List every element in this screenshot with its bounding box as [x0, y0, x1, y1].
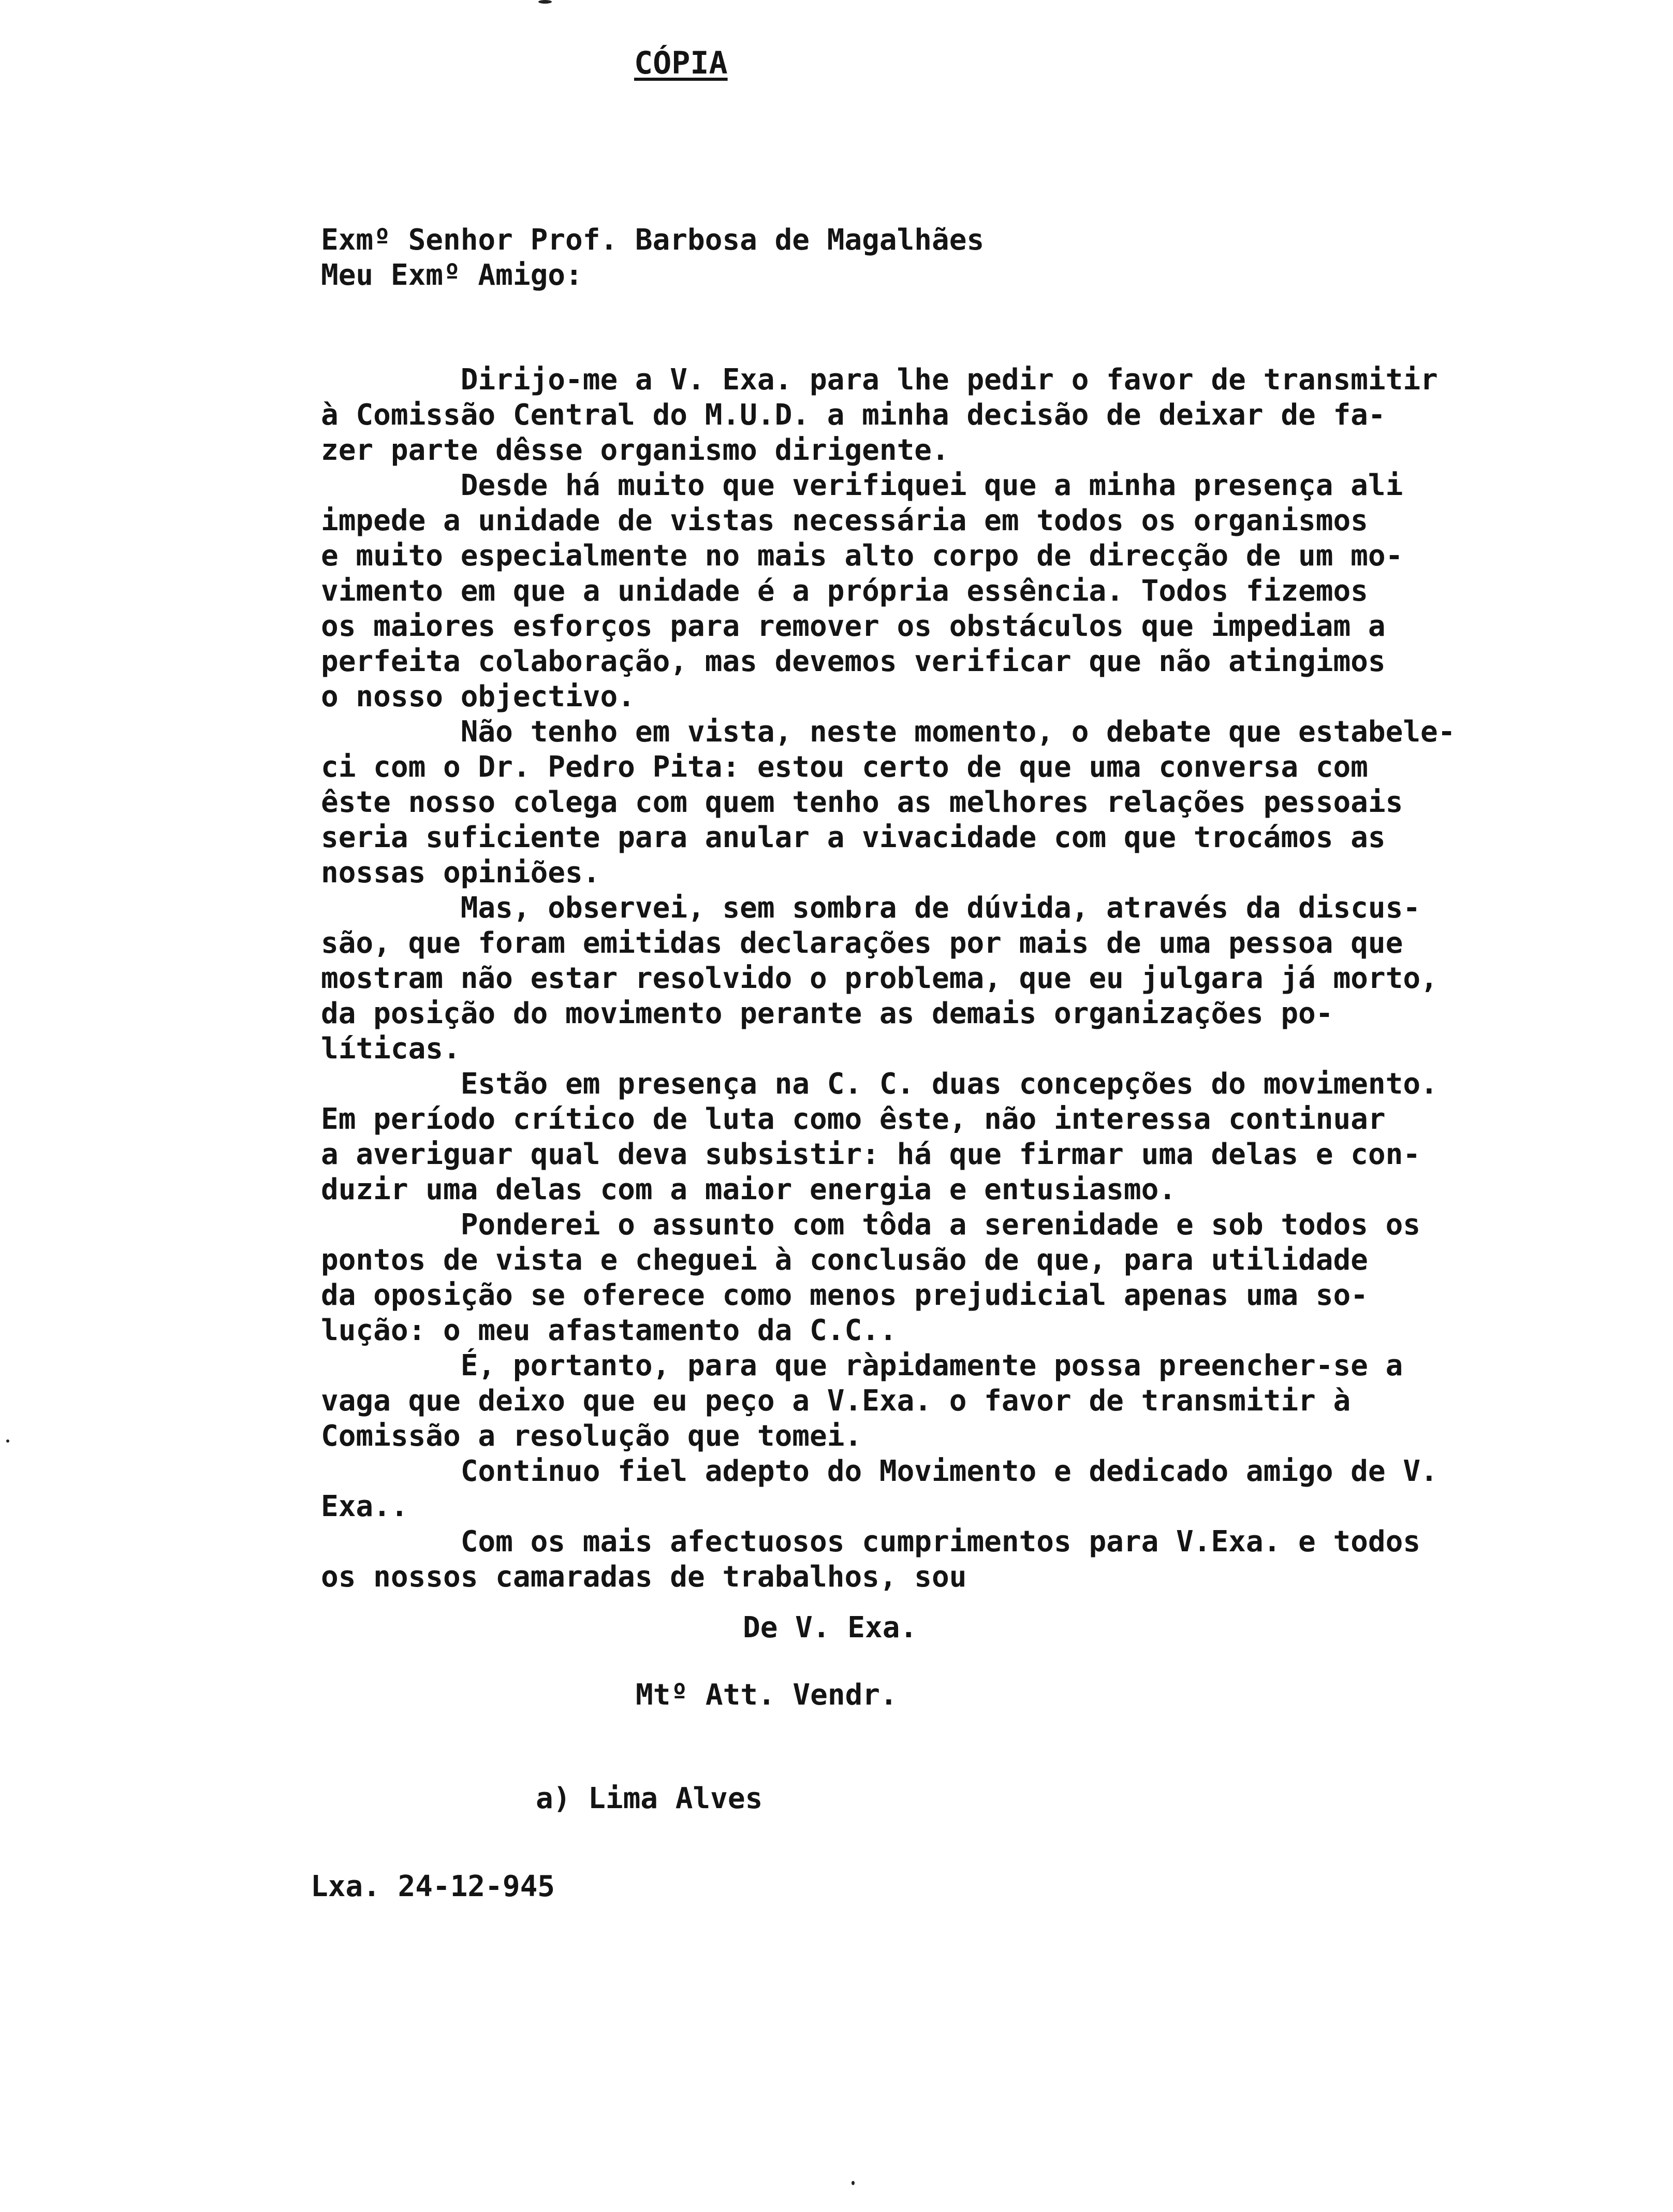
body-line: Ponderei o assunto com tôda a serenidade e sob todos os: [321, 1208, 1421, 1242]
body-line: da oposição se oferece como menos prejudicial apenas uma so-: [321, 1278, 1368, 1312]
body-line: são, que foram emitidas declarações por mais de uma pessoa que: [321, 926, 1403, 960]
body-line: à Comissão Central do M.U.D. a minha decisão de deixar de fa-: [321, 398, 1386, 432]
body-line: ci com o Dr. Pedro Pita: estou certo de que uma conversa com: [321, 750, 1368, 784]
closing-line-2: Mtº Att. Vendr.: [636, 1678, 898, 1712]
body-line: Estão em presença na C. C. duas concepções do movimento.: [321, 1067, 1438, 1101]
body-line: os nossos camaradas de trabalhos, sou: [321, 1560, 967, 1594]
document-title: CÓPIA: [634, 45, 728, 81]
body-line: a averiguar qual deva subsistir: há que firmar uma delas e con-: [321, 1138, 1421, 1171]
body-line: Exa..: [321, 1490, 408, 1523]
body-line: pontos de vista e cheguei à conclusão de que, para utilidade: [321, 1243, 1368, 1277]
scan-speck: [538, 0, 552, 4]
body-line: líticas.: [321, 1032, 461, 1066]
body-line: nossas opiniões.: [321, 856, 600, 890]
letter-body: [321, 362, 1615, 1595]
body-line: Continuo fiel adepto do Movimento e dedicado amigo de V.: [321, 1454, 1438, 1488]
body-line: perfeita colaboração, mas devemos verificar que não atingimos: [321, 645, 1386, 678]
body-line: mostram não estar resolvido o problema, que eu julgara já morto,: [321, 962, 1438, 995]
body-line: zer parte dêsse organismo dirigente.: [321, 433, 949, 467]
body-line: impede a unidade de vistas necessária em todos os organismos: [321, 504, 1368, 537]
body-line: e muito especialmente no mais alto corpo de direcção de um mo-: [321, 539, 1403, 573]
body-line: lução: o meu afastamento da C.C..: [321, 1314, 897, 1347]
scan-speck: [852, 2181, 855, 2185]
body-line: os maiores esforços para remover os obstáculos que impediam a: [321, 609, 1386, 643]
body-line: seria suficiente para anular a vivacidade com que trocámos as: [321, 821, 1386, 854]
closing-line-1: De V. Exa.: [743, 1611, 918, 1645]
body-line: Dirijo-me a V. Exa. para lhe pedir o favor de transmitir: [321, 363, 1438, 397]
body-line: duzir uma delas com a maior energia e entusiasmo.: [321, 1173, 1177, 1206]
body-line: êste nosso colega com quem tenho as melhores relações pessoais: [321, 785, 1403, 819]
body-line: Não tenho em vista, neste momento, o debate que estabele-: [321, 715, 1456, 749]
letter-date: Lxa. 24-12-945: [311, 1870, 555, 1903]
scan-speck: [6, 1439, 9, 1443]
salutation-greeting: Meu Exmº Amigo:: [321, 258, 583, 292]
body-line: o nosso objectivo.: [321, 680, 635, 714]
signature: a) Lima Alves: [536, 1782, 763, 1815]
body-line: É, portanto, para que ràpidamente possa preencher-se a: [321, 1349, 1403, 1382]
body-line: Desde há muito que verifiquei que a minha presença ali: [321, 469, 1403, 502]
salutation-addressee: Exmº Senhor Prof. Barbosa de Magalhães: [321, 223, 985, 257]
body-line: vaga que deixo que eu peço a V.Exa. o favor de transmitir à: [321, 1384, 1351, 1418]
body-line: Com os mais afectuosos cumprimentos para V.Exa. e todos: [321, 1525, 1421, 1559]
body-line: Em período crítico de luta como êste, não interessa continuar: [321, 1102, 1386, 1136]
body-line: Comissão a resolução que tomei.: [321, 1419, 862, 1453]
body-line: da posição do movimento perante as demais organizações po-: [321, 997, 1333, 1030]
body-line: vimento em que a unidade é a própria essência. Todos fizemos: [321, 574, 1368, 608]
body-line: Mas, observei, sem sombra de dúvida, através da discus-: [321, 891, 1421, 925]
